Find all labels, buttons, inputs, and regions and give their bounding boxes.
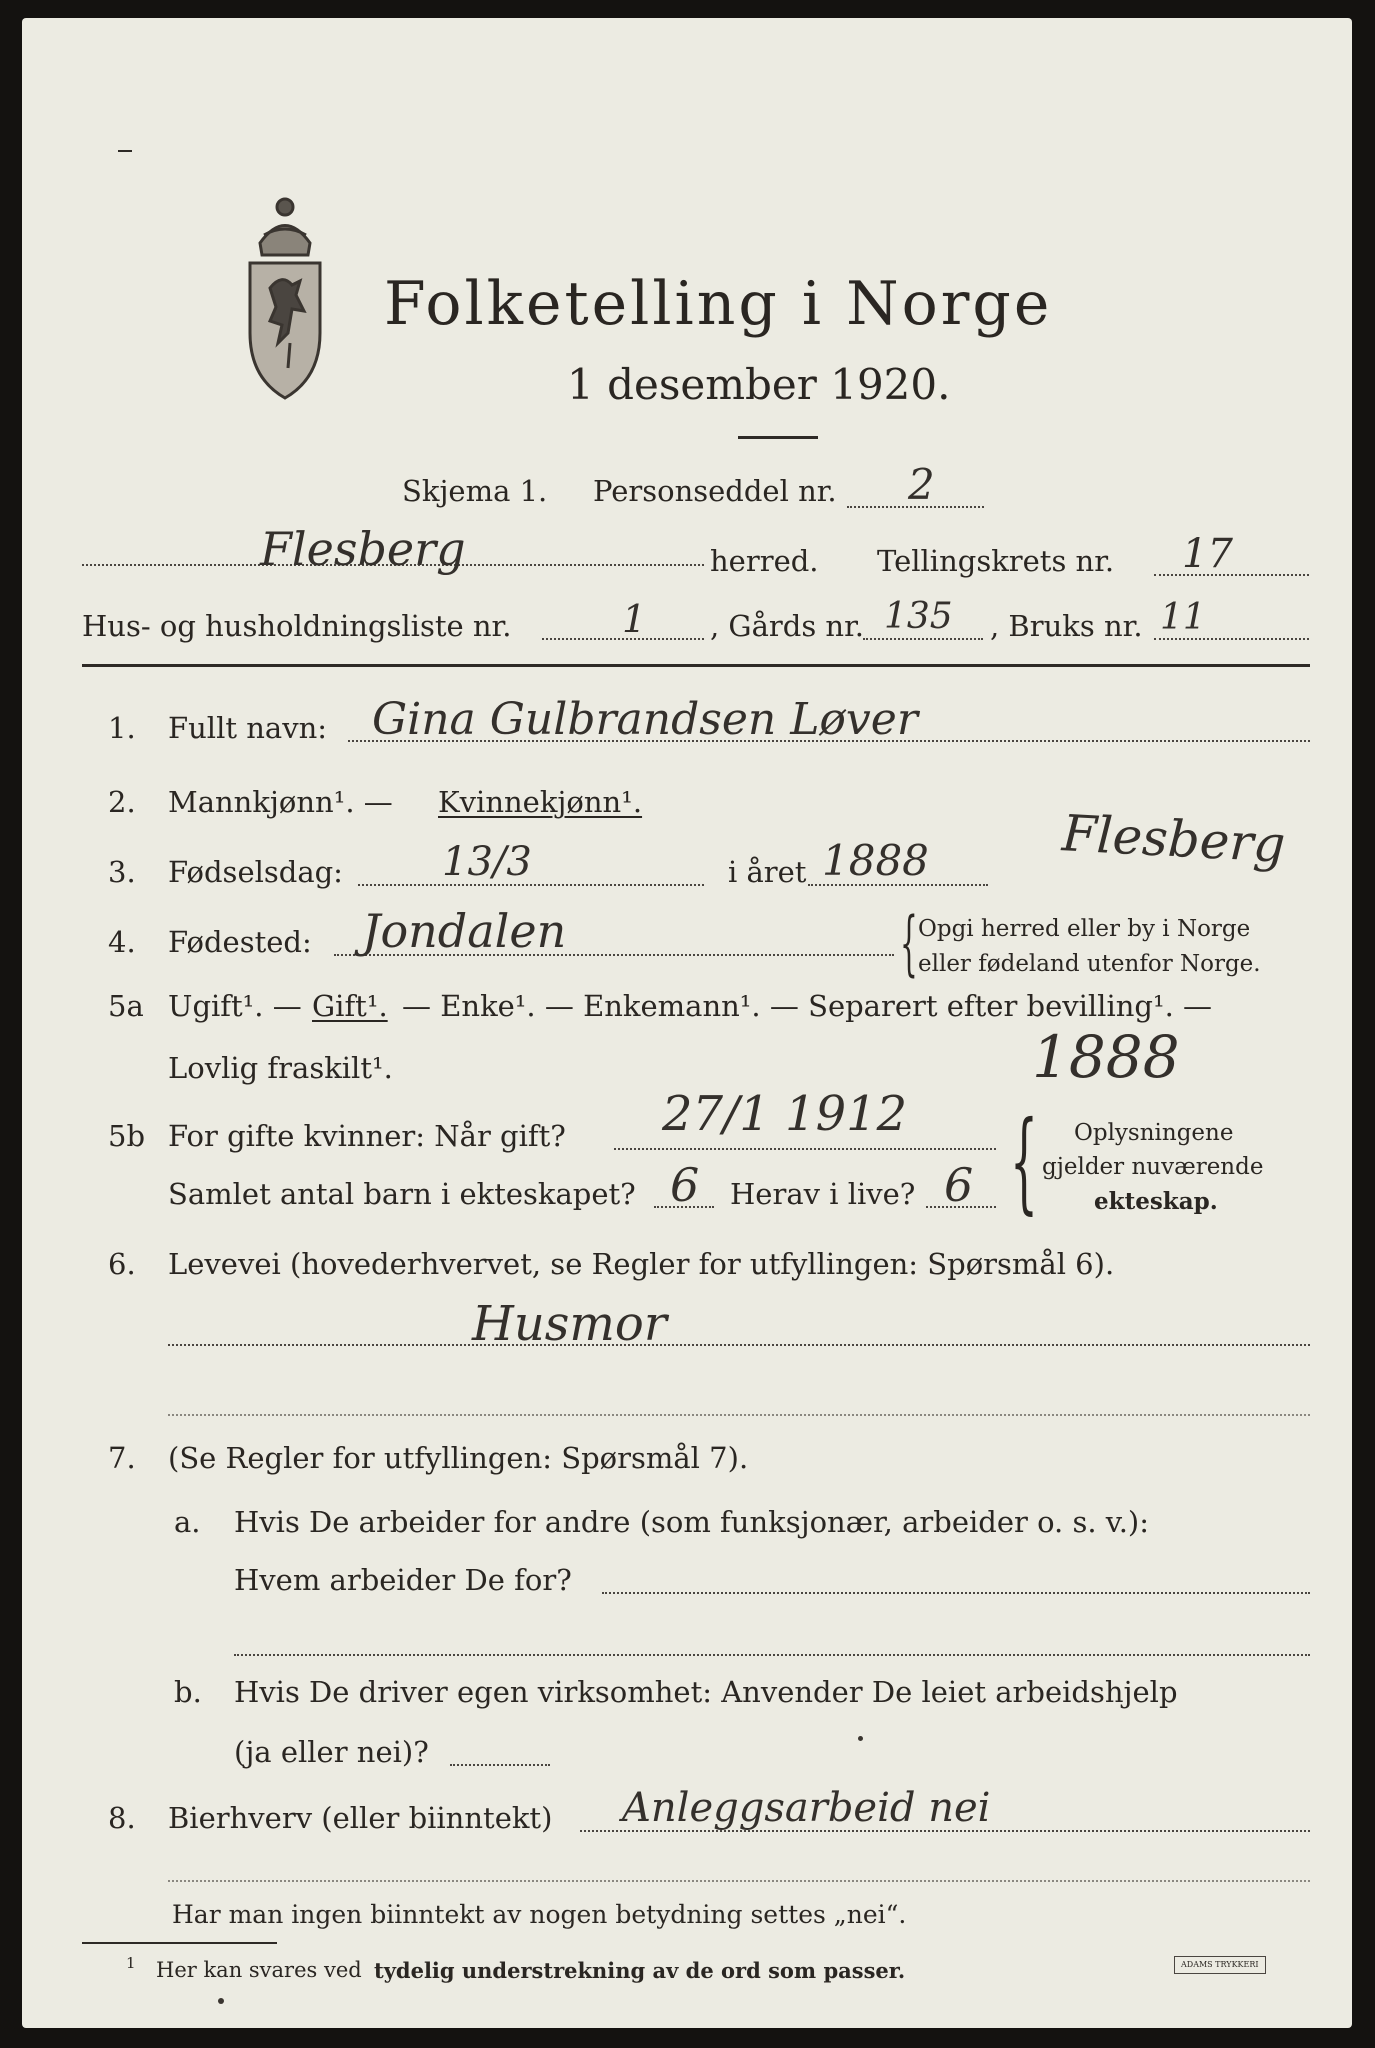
q5b-label: For gifte kvinner: Når gift? [168, 1119, 566, 1153]
q5b-hint-1: Oplysningene [1074, 1120, 1234, 1146]
q7b-line2: (ja eller nei)? [234, 1735, 429, 1769]
q3-value[interactable]: 13/3 [442, 839, 532, 885]
q4-value[interactable]: Jondalen [362, 904, 567, 958]
census-date: 1 desember 1920. [567, 360, 951, 409]
header-separator [82, 664, 1310, 667]
personseddel-value[interactable]: 2 [908, 460, 935, 509]
q2-kvinne-underlined[interactable]: Kvinnekjønn¹. [438, 785, 643, 819]
q1-value[interactable]: Gina Gulbrandsen Løver [372, 694, 918, 745]
q5b-line [614, 1148, 996, 1150]
q6-label: Levevei (hovederhvervet, se Regler for utfyllingen: Spørsmål 6). [168, 1247, 1115, 1281]
q5a-margin-note: 1888 [1032, 1023, 1180, 1091]
q3-label: Fødselsdag: [168, 855, 343, 889]
herred-label: herred. [710, 544, 819, 578]
footnote-text-2: tydelig understrekning av de ord som passer. [374, 1958, 906, 1983]
footer-note: Har man ingen biinntekt av nogen betydning settes „nei“. [172, 1900, 907, 1929]
q4-brace: { [900, 902, 918, 984]
q5a-line2: Lovlig fraskilt¹. [168, 1051, 393, 1085]
q6-line-1 [168, 1344, 1310, 1346]
printer-stamp: ADAMS TRYKKERI [1174, 1956, 1266, 1974]
q7a-line2: Hvem arbeider De for? [234, 1563, 572, 1597]
q5b-live-label: Herav i live? [730, 1177, 916, 1211]
q3-margin-note: Flesberg [1060, 804, 1287, 874]
census-form-sheet [22, 18, 1352, 2028]
personseddel-label: Personseddel nr. [593, 474, 837, 508]
q7a-letter: a. [174, 1505, 201, 1539]
q5b-number: 5b [108, 1119, 146, 1153]
q3-number: 3. [108, 855, 136, 889]
bruks-line [1154, 638, 1309, 640]
ink-dot [858, 1736, 863, 1741]
q6-line-2 [168, 1414, 1310, 1416]
q7-number: 7. [108, 1441, 136, 1475]
q4-hint-1: Opgi herred eller by i Norge [918, 916, 1251, 942]
q5b-hint-3: ekteskap. [1094, 1188, 1218, 1215]
q7-label: (Se Regler for utfyllingen: Spørsmål 7). [168, 1441, 749, 1475]
q8-line-extra [168, 1880, 1310, 1882]
q7b-letter: b. [174, 1675, 202, 1709]
q6-number: 6. [108, 1247, 136, 1281]
q5a-number: 5a [108, 989, 144, 1023]
footnote-text-1: Her kan svares ved [156, 1958, 362, 1982]
gards-label: , Gårds nr. [710, 609, 864, 643]
q5a-rest: — Enke¹. — Enkemann¹. — Separert efter bevilling¹. — [402, 989, 1213, 1023]
hus-label: Hus- og husholdningsliste nr. [82, 609, 512, 643]
q5b-barn-value[interactable]: 6 [670, 1158, 700, 1212]
q5b-hint-2 [1042, 1156, 1263, 1179]
norwegian-lion-crest-icon [230, 193, 340, 403]
q8-label: Bierhverv (eller biinntekt) [168, 1801, 553, 1835]
tellingskrets-label: Tellingskrets nr. [877, 544, 1115, 578]
q5b-brace: { [1010, 1097, 1038, 1225]
q7b-line[interactable] [450, 1764, 550, 1766]
hus-value[interactable]: 1 [622, 597, 647, 641]
q5b-barn-label: Samlet antal barn i ekteskapet? [168, 1177, 636, 1211]
title-separator [738, 436, 818, 439]
q5b-hint-2-text: gjelder nuværende [1042, 1154, 1264, 1180]
q8-number: 8. [108, 1801, 136, 1835]
q8-value[interactable]: Anleggsarbeid nei [622, 1785, 991, 1831]
footnote-rule [82, 1942, 277, 1944]
q7a-line[interactable] [602, 1592, 1310, 1594]
q2-number: 2. [108, 785, 136, 819]
q4-number: 4. [108, 925, 136, 959]
ink-dot [218, 1998, 224, 2004]
q5b-value[interactable]: 27/1 1912 [662, 1086, 908, 1142]
q7a-line-extra[interactable] [234, 1654, 1310, 1656]
tellingskrets-value[interactable]: 17 [1182, 531, 1233, 577]
margin-mark [118, 150, 132, 152]
q2-mann: Mannkjønn¹. — [168, 785, 393, 819]
gards-line [863, 638, 983, 640]
skjema-label: Skjema 1. [402, 474, 548, 508]
bruks-value[interactable]: 11 [1160, 597, 1206, 638]
q5b-live-value[interactable]: 6 [944, 1158, 974, 1212]
q7b-line1: Hvis De driver egen virksomhet: Anvender De leiet arbeidshjelp [234, 1675, 1178, 1709]
q4-hint-2: eller fødeland utenfor Norge. [918, 951, 1261, 977]
q1-label: Fullt navn: [168, 711, 328, 745]
q6-value[interactable]: Husmor [472, 1296, 667, 1352]
q4-label: Fødested: [168, 925, 312, 959]
gards-value[interactable]: 135 [884, 596, 953, 637]
q5a-ugift: Ugift¹. — [168, 989, 302, 1023]
q3-aaret-label: i året [728, 855, 807, 889]
form-title: Folketelling i Norge [384, 269, 1053, 339]
bruks-label: , Bruks nr. [990, 609, 1143, 643]
q3-aaret-value[interactable]: 1888 [822, 836, 929, 885]
footnote-mark: 1 [126, 1954, 136, 1972]
herred-value[interactable]: Flesberg [260, 522, 466, 576]
q5a-gift-underlined[interactable]: Gift¹. [312, 989, 388, 1023]
q1-number: 1. [108, 711, 136, 745]
q7a-line1: Hvis De arbeider for andre (som funksjonær, arbeider o. s. v.): [234, 1505, 1150, 1539]
